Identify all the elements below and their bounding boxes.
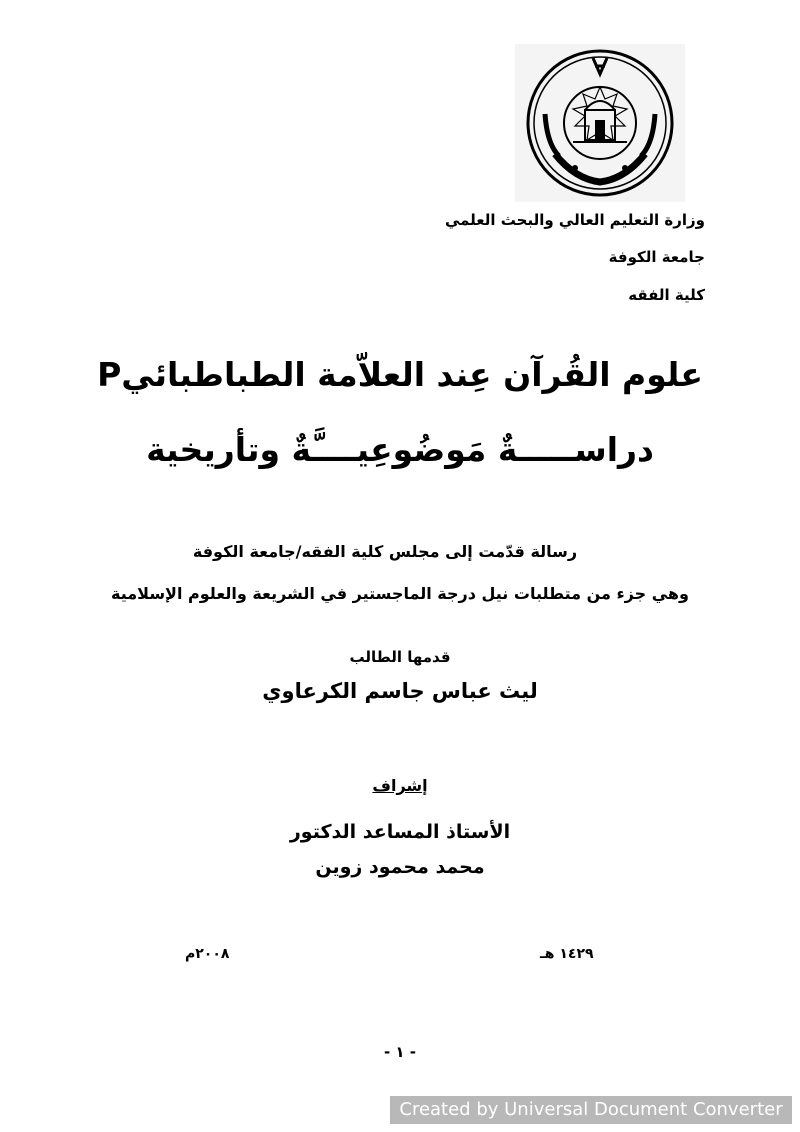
university-name: جامعة الكوفة <box>608 248 705 266</box>
student-name: ليث عباس جاسم الكرعاوي <box>262 679 538 703</box>
college-name: كلية الفقه <box>628 286 705 304</box>
university-seal-icon <box>515 44 685 202</box>
thesis-subtitle: دراســـــةٌ مَوضُوعِيــــَّةٌ وتأريخية <box>146 430 654 469</box>
supervisor-name: محمد محمود زوين <box>315 856 485 878</box>
degree-statement: وهي جزء من متطلبات نيل درجة الماجستير في الشريعة والعلوم الإسلامية <box>111 584 689 603</box>
gregorian-date: ٢٠٠٨م <box>185 946 230 962</box>
supervision-label: إشراف <box>372 776 428 795</box>
converter-watermark: Created by Universal Document Converter <box>390 1096 792 1124</box>
university-logo <box>515 44 685 202</box>
supervisor-title: الأستاذ المساعد الدكتور <box>289 821 511 843</box>
student-label: قدمها الطالب <box>349 648 451 666</box>
thesis-title: علوم القُرآن عِند العلاّمة الطباطبائيP <box>97 355 703 394</box>
ministry-name: وزارة التعليم العالي والبحث العلمي <box>444 211 705 229</box>
submission-statement: رسالة قدّمت إلى مجلس كلية الفقه/جامعة الكوفة <box>192 542 578 561</box>
hijri-date: ١٤٢٩ هـ <box>540 946 594 962</box>
page-number: - ١ - <box>383 1043 417 1061</box>
